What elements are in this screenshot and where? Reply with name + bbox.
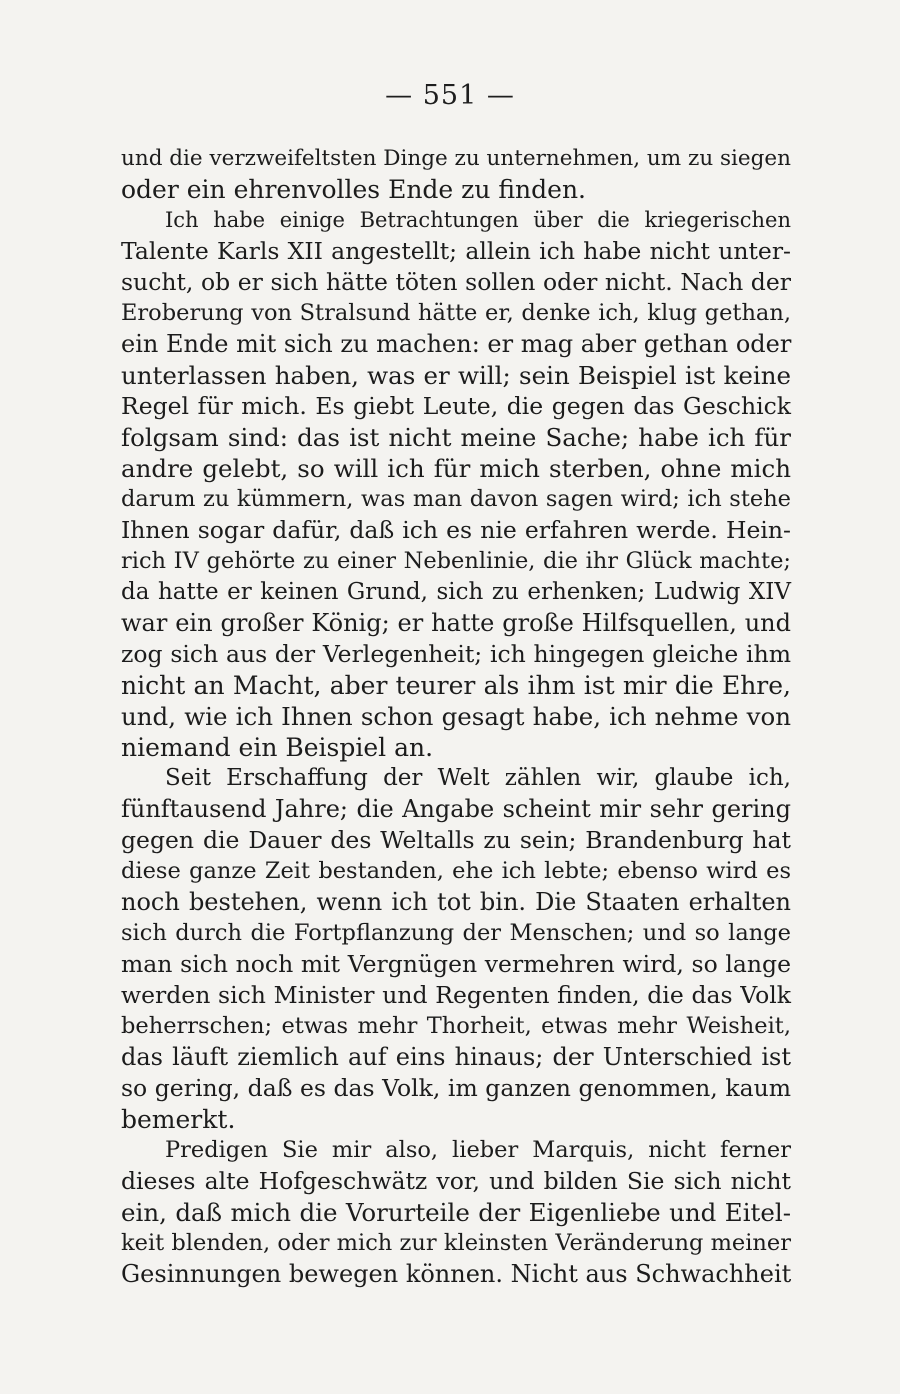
text-line: andre gelebt, so will ich für mich sterben, ohne mich [121,454,791,483]
text-line: und die verzweifeltsten Dinge zu unternehmen, um zu siegen [121,146,791,171]
text-line: darum zu kümmern, was man davon sagen wird; ich stehe [121,486,791,512]
text-line: bemerkt. [121,1105,236,1134]
text-line: Ich habe einige Betrachtungen über die kriegerischen [165,208,791,232]
text-line: Gesinnungen bewegen können. Nicht aus Schwachheit [121,1260,792,1288]
text-line: Regel für mich. Es giebt Leute, die gegen das Geschick [121,392,791,420]
text-line: fünftausend Jahre; die Angabe scheint mir sehr gering [121,795,791,823]
text-line: werden sich Minister und Regenten finden, die das Volk [121,981,791,1009]
text-line: Talente Karls XII angestellt; allein ich habe nicht unter- [121,237,791,265]
text-line: unterlassen haben, was er will; sein Beispiel ist keine [121,361,791,390]
text-line: war ein großer König; er hatte große Hilfsquellen, und [121,609,791,637]
text-line: noch bestehen, wenn ich tot bin. Die Staaten erhalten [121,888,791,916]
text-line: folgsam sind: das ist nicht meine Sache; habe ich für [121,423,791,452]
text-line: und, wie ich Ihnen schon gesagt habe, ich nehme von [121,702,791,731]
text-line: Seit Erschaffung der Welt zählen wir, glaube ich, [165,765,791,791]
text-line: Eroberung von Stralsund hätte er, denke ich, klug gethan, [121,300,791,326]
text-line: sucht, ob er sich hätte töten sollen oder nicht. Nach der [121,268,791,296]
text-line: ein Ende mit sich zu machen: er mag aber gethan oder [121,330,792,358]
text-line: rich IV gehörte zu einer Nebenlinie, die ihr Glück machte; [121,548,791,574]
text-line: zog sich aus der Verlegenheit; ich hingegen gleiche ihm [121,640,791,668]
body-text [121,143,791,1290]
text-line: diese ganze Zeit bestanden, ehe ich lebte; ebenso wird es [121,858,791,884]
text-line: ein, daß mich die Vorurteile der Eigenliebe und Eitel- [121,1198,791,1227]
text-line: so gering, daß es das Volk, im ganzen genommen, kaum [121,1074,791,1102]
text-line: nicht an Macht, aber teurer als ihm ist mir die Ehre, [121,671,791,700]
text-line: oder ein ehrenvolles Ende zu finden. [121,175,587,204]
text-line: gegen die Dauer des Weltalls zu sein; Brandenburg hat [121,826,791,854]
text-line: man sich noch mit Vergnügen vermehren wird, so lange [121,950,791,978]
text-line: dieses alte Hofgeschwätz vor, und bilden Sie sich nicht [121,1167,791,1195]
page-number: — 551 — [385,80,515,111]
text-line: Ihnen sogar dafür, daß ich es nie erfahren werde. Hein- [121,516,791,544]
text-line: da hatte er keinen Grund, sich zu erhenken; Ludwig XIV [121,579,791,605]
text-line: keit blenden, oder mich zur kleinsten Veränderung meiner [121,1230,791,1256]
text-line: sich durch die Fortpflanzung der Menschen; und so lange [121,920,791,946]
text-line: niemand ein Beispiel an. [121,733,434,762]
text-line: das läuft ziemlich auf eins hinaus; der Unterschied ist [121,1043,791,1071]
text-line: beherrschen; etwas mehr Thorheit, etwas mehr Weisheit, [121,1013,791,1039]
text-line: Predigen Sie mir also, lieber Marquis, nicht ferner [165,1137,791,1163]
